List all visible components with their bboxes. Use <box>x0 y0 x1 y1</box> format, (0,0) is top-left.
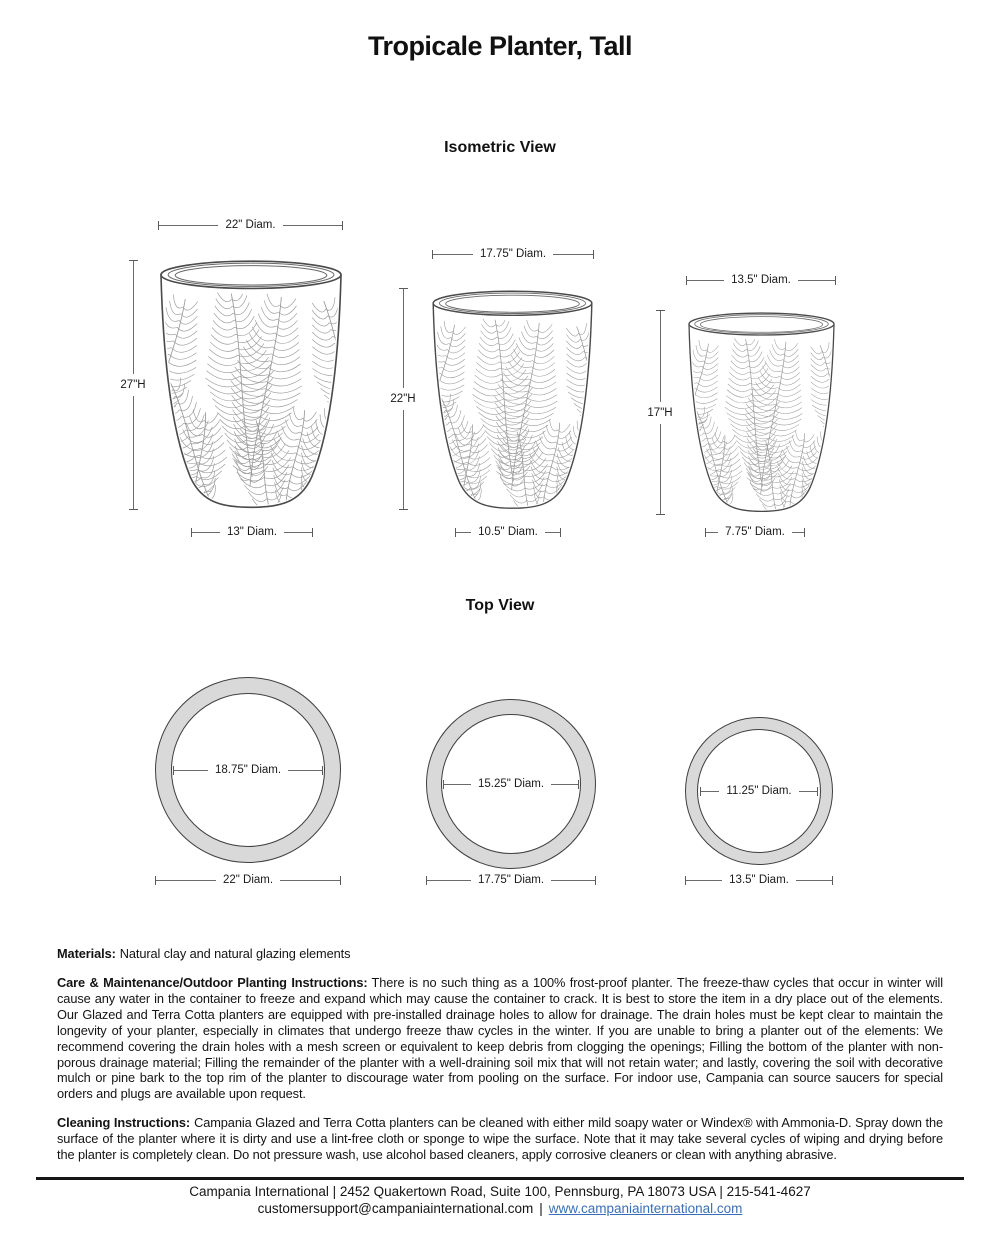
dim-label: 7.75" Diam. <box>725 526 785 538</box>
dim-line <box>444 784 471 785</box>
footer-contact-line <box>0 1201 1000 1216</box>
ring-outer-diameter-dim <box>155 875 341 885</box>
page-title: Tropicale Planter, Tall <box>367 31 633 61</box>
dim-tick <box>129 509 138 510</box>
dim-line <box>551 784 578 785</box>
dim-line <box>660 311 661 402</box>
dim-line <box>288 770 322 771</box>
dim-line <box>133 261 134 374</box>
dim-label: 10.5" Diam. <box>478 526 538 538</box>
top-view-small-ring <box>685 717 833 886</box>
top-view-heading: Top View <box>465 597 535 614</box>
dim-line <box>706 532 718 533</box>
dim-line <box>551 880 595 881</box>
planter-small-height-dim <box>643 310 677 515</box>
dim-line <box>798 280 835 281</box>
dim-tick <box>817 787 818 796</box>
dim-line <box>133 396 134 509</box>
support-email: customersupport@campaniainternational.com <box>257 1201 534 1216</box>
dim-line <box>192 532 220 533</box>
dim-label: 17.75" Diam. <box>479 248 547 260</box>
dim-line <box>456 532 471 533</box>
planter-medium-height-dim <box>386 288 420 510</box>
dim-tick <box>342 221 343 230</box>
dim-label: 13.5" Diam. <box>731 274 791 286</box>
dim-tick <box>835 276 836 285</box>
ring-inner-diameter-dim <box>443 779 579 789</box>
dim-line <box>660 424 661 515</box>
dim-tick <box>804 528 805 537</box>
planter-rim-ring <box>155 677 341 863</box>
cleaning-instructions <box>57 1115 943 1163</box>
cleaning-instructions-text: Campania Glazed and Terra Cotta planters can be cleaned with either mild soapy water or Windex® with Ammonia-D. Spray down the surface of the planter where it is dirty and use a lint-free cloth or sponge to wipe the surface. Note that it may take several cycles of wiping and drying before the planter is completely clean. Do not pressure wash, use alcohol based cleaners, apply corrosive cleaners or clean with anything abrasive. <box>57 1115 943 1162</box>
dim-tick <box>832 876 833 885</box>
planter-medium-illustration <box>429 289 596 510</box>
dim-tick <box>399 509 408 510</box>
planter-medium-bottom-diameter-dim <box>455 527 561 537</box>
ring-outer-diameter-dim <box>685 875 833 885</box>
dim-line <box>174 770 208 771</box>
dim-label: 13.5" Diam. <box>729 874 789 886</box>
dim-tick <box>560 528 561 537</box>
care-instructions-label: Care & Maintenance/Outdoor Planting Instructions: <box>57 975 368 990</box>
dim-tick <box>340 876 341 885</box>
dim-line <box>687 280 724 281</box>
dim-label: 13" Diam. <box>226 526 278 538</box>
dim-line <box>792 532 804 533</box>
ring-inner-diameter-dim <box>700 786 818 796</box>
dim-label: 22" Diam. <box>222 874 274 886</box>
cleaning-instructions-label: Cleaning Instructions: <box>57 1115 191 1130</box>
ring-inner-diameter-dim <box>173 765 323 775</box>
dim-tick <box>593 250 594 259</box>
dim-line <box>686 880 722 881</box>
planter-medium-top-diameter-dim <box>432 249 594 259</box>
dim-tick <box>578 780 579 789</box>
dim-line <box>284 532 312 533</box>
footer-address-line: Campania International | 2452 Quakertown Road, Suite 100, Pennsburg, PA 18073 USA | 215-541-4627 <box>189 1184 811 1199</box>
dim-tick <box>595 876 596 885</box>
website-link[interactable]: www.campaniainternational.com <box>548 1201 743 1216</box>
dim-label: 22" Diam. <box>225 219 276 231</box>
materials-text: Natural clay and natural glazing elements <box>119 946 351 961</box>
planter-small-bottom-diameter-dim <box>705 527 805 537</box>
dim-line <box>545 532 560 533</box>
planter-rim-ring <box>426 699 596 869</box>
dim-label: 22"H <box>390 393 416 405</box>
dim-label: 11.25" Diam. <box>726 785 792 797</box>
materials-label: Materials: <box>57 946 116 961</box>
care-instructions <box>57 975 943 1102</box>
dim-label: 15.25" Diam. <box>477 778 545 790</box>
dim-line <box>403 289 404 388</box>
planter-small-illustration <box>686 311 837 513</box>
dim-tick <box>656 514 665 515</box>
dim-line <box>159 225 218 226</box>
dim-label: 17"H <box>647 406 673 419</box>
dim-line <box>280 880 340 881</box>
dim-line <box>796 880 832 881</box>
dim-line <box>553 254 593 255</box>
top-view-large-ring <box>155 677 341 886</box>
dim-label: 18.75" Diam. <box>214 764 282 776</box>
dim-line <box>701 791 719 792</box>
planter-small-top-diameter-dim <box>686 275 836 285</box>
isometric-view-heading: Isometric View <box>444 139 556 156</box>
dim-tick <box>312 528 313 537</box>
ring-outer-diameter-dim <box>426 875 596 885</box>
dim-line <box>427 880 471 881</box>
footer-separator: | <box>539 1201 543 1216</box>
dim-line <box>283 225 342 226</box>
top-view-medium-ring <box>426 699 596 886</box>
dim-line <box>433 254 473 255</box>
dim-line <box>403 410 404 509</box>
dim-label: 17.75" Diam. <box>477 874 545 886</box>
planter-rim-ring <box>685 717 833 865</box>
planter-large-bottom-diameter-dim <box>191 527 313 537</box>
dim-line <box>799 791 817 792</box>
dim-line <box>156 880 216 881</box>
materials-note <box>57 946 943 962</box>
dim-label: 27"H <box>120 379 146 391</box>
planter-large-top-diameter-dim <box>158 220 343 230</box>
dim-tick <box>322 766 323 775</box>
care-instructions-text: There is no such thing as a 100% frost-proof planter. The freeze-thaw cycles that occur in winter will cause any water in the container to freeze and expand which may cause the container to crack. It is best to store the item in a dry place out of the elements. Our Glazed and Terra Cotta planters are equipped with pre-installed drainage holes to allow for drainage. The drain holes must be kept clear to maintain the longevity of your planter, especially in climates that undergo freeze thaw cycles in the winter. If you are unable to bring a planter out of the elements: We recommend covering the drain holes with a mesh screen or equivalent to keep debris from clogging the openings; Filling the bottom of the planter with non-porous drainage material; Filling the remainder of the planter with a well-draining soil mix that will not retain water; and lastly, covering the soil with decorative mulch or pine bark to the top rim of the planter to discourage water from pooling on the surface. For indoor use, Campania can source saucers for special orders and plugs are available upon request. <box>57 975 943 1102</box>
planter-large-illustration <box>160 258 342 510</box>
planter-large-height-dim <box>116 260 150 510</box>
footer-divider <box>36 1177 964 1180</box>
